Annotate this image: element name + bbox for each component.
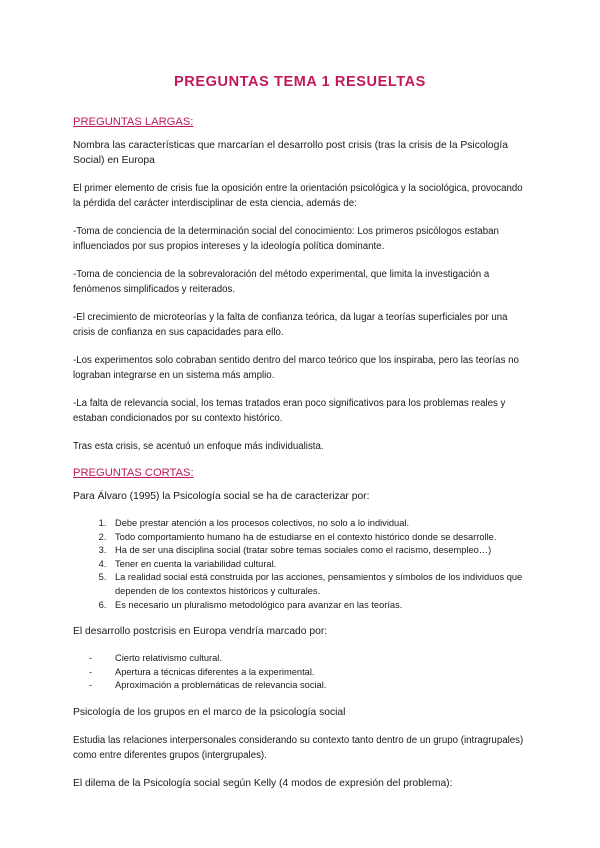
answer-intro: El primer elemento de crisis fue la oposición entre la orientación psicológica y la sociológica, provocando la pérdida del carácter interdisciplinar de esta ciencia, además de: xyxy=(73,183,523,209)
answer-grupos: Estudia las relaciones interpersonales considerando su contexto tanto dentro de un grupo (intragrupales) como entre diferentes grupos (intergrupales). xyxy=(73,734,524,761)
answer-conclusion: Tras esta crisis, se acentuó un enfoque más individualista. xyxy=(73,441,324,452)
list-item: 4. Tener en cuenta la variabilidad cultural. xyxy=(109,558,529,572)
list-item: 6. Es necesario un pluralismo metodológico para avanzar en las teorías. xyxy=(109,599,529,613)
question-postcrisis: El desarrollo postcrisis en Europa vendría marcado por: xyxy=(73,626,328,638)
answer-point: -El crecimiento de microteorías y la falta de confianza teórica, da lugar a teorías superficiales por una crisis de confianza en sus capacidades para ello. xyxy=(73,312,508,338)
answer-point: -Toma de conciencia de la sobrevaloración del método experimental, que limita la investigación a fenómenos simplificados y reiterados. xyxy=(73,269,490,295)
document-body xyxy=(73,116,529,804)
answer-point: -La falta de relevancia social, los temas tratados eran poco significativos para los problemas reales y estaban condicionados por su contexto histórico. xyxy=(73,398,506,424)
list-item: 2. Todo comportamiento humano ha de estudiarse en el contexto histórico donde se desarrolle. xyxy=(109,531,529,545)
document-title: PREGUNTAS TEMA 1 RESUELTAS xyxy=(174,74,426,90)
list-item: - Aproximación a problemáticas de relevancia social. xyxy=(89,679,529,693)
alvaro-list xyxy=(73,517,529,612)
section-heading-largas: PREGUNTAS LARGAS: xyxy=(73,116,194,128)
answer-point: -Los experimentos solo cobraban sentido dentro del marco teórico que los inspiraba, pero las teorías no lograban integrarse en un sistema más amplio. xyxy=(73,355,519,381)
answer-point: -Toma de conciencia de la determinación social del conocimiento: Los primeros psicólogos estaban influenciados por sus propios intereses y la ideología política dominante. xyxy=(73,226,499,252)
list-item: 3. Ha de ser una disciplina social (tratar sobre temas sociales como el racismo, desempleo…) xyxy=(109,544,529,558)
question-alvaro: Para Álvaro (1995) la Psicología social se ha de caracterizar por: xyxy=(73,491,370,502)
list-item: - Cierto relativismo cultural. xyxy=(89,652,529,666)
section-heading-cortas: PREGUNTAS CORTAS: xyxy=(73,467,194,479)
question-largas: Nombra las características que marcarían el desarrollo post crisis (tras la crisis de la Psicología Social) en Europa xyxy=(73,140,508,166)
list-item: 1. Debe prestar atención a los procesos colectivos, no solo a lo individual. xyxy=(109,517,529,531)
list-item: - Apertura a técnicas diferentes a la experimental. xyxy=(89,666,529,680)
question-grupos: Psicología de los grupos en el marco de la psicología social xyxy=(73,706,346,718)
list-item: 5. La realidad social está construida por las acciones, pensamientos y símbolos de los individuos que dependen de los contextos históricos y culturales. xyxy=(109,571,529,598)
postcrisis-list xyxy=(73,652,529,693)
question-kelly: El dilema de la Psicología social según Kelly (4 modos de expresión del problema): xyxy=(73,777,453,789)
